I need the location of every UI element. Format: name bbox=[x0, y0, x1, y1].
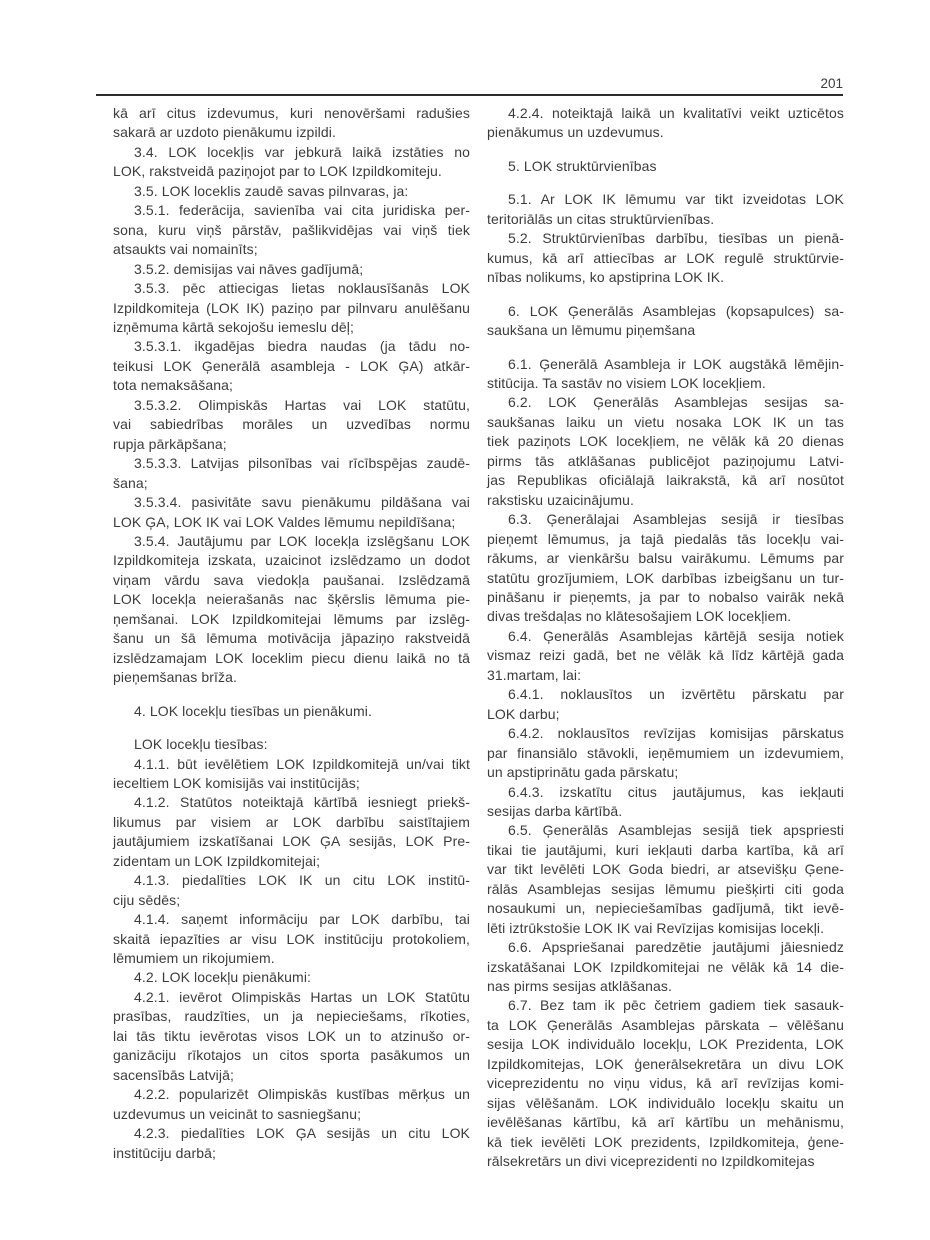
paragraph bbox=[487, 510, 844, 627]
text-line: 6.3. Ģenerālajai Asamblejas sesijā ir tiesības bbox=[508, 511, 844, 528]
text-line: 6.5. Ģenerālās Asamblejas sesijā tiek apspriesti bbox=[508, 822, 844, 839]
text-line: lai tās tiktu ievērotas visos LOK un to atzinušo or- bbox=[113, 1027, 470, 1044]
text-line: stitūcija. Ta sastāv no visiem LOK locekļiem. bbox=[487, 374, 766, 391]
text-line: sakarā ar uzdoto pienākumu izpildi. bbox=[113, 124, 336, 141]
text-line: rupja pārkāpšana; bbox=[113, 435, 227, 452]
text-line: ievēlēšanas kārtību, kā arī kārtību un mehānismu, bbox=[487, 1114, 844, 1131]
text-line: 4.2.1. ievērot Olimpiskās Hartas un LOK Statūtu bbox=[134, 988, 470, 1005]
paragraph bbox=[113, 493, 470, 532]
text-line: izskatāšanai LOK Izpildkomitejai ne vēlāk kā 14 die- bbox=[487, 958, 844, 975]
text-line: rālsekretārs un divi viceprezidenti no Izpildkomitejas bbox=[487, 1153, 815, 1170]
text-line: 3.5.2. demisijas vai nāves gadījumā; bbox=[134, 260, 364, 277]
text-line: sesija LOK individuālo locekļu, LOK Prezidenta, LOK bbox=[487, 1036, 844, 1053]
text-line: 3.4. LOK locekļis var jebkurā laikā izstāties no bbox=[134, 143, 470, 160]
text-line: rālās Asamblejas sesijas lēmumu piešķirti citi goda bbox=[487, 880, 844, 897]
text-line: izņēmuma kārtā sekojošu iemeslu dēļ; bbox=[113, 318, 354, 335]
text-line: jas Republikas oficiālajā laikrakstā, kā arī nosūtot bbox=[487, 472, 844, 489]
text-line: pienākumus un uzdevumus. bbox=[487, 124, 664, 141]
text-line: ņemšanai. LOK Izpildkomitejai lēmums par izslēg- bbox=[113, 610, 470, 627]
text-line: uzdevumus un veicināt to sasniegšanu; bbox=[113, 1105, 362, 1122]
text-line: 4.2.3. piedalīties LOK ĢA sesijās un citu LOK bbox=[134, 1125, 470, 1142]
header-rule bbox=[96, 94, 843, 96]
text-line: 4. LOK locekļu tiesības un pienākumi. bbox=[134, 702, 372, 719]
text-line: vai sabiedrības morāles un uzvedības normu bbox=[113, 416, 470, 433]
paragraph bbox=[113, 182, 470, 201]
text-line: jautājumiem izskatīšanai LOK ĢA sesijās, LOK Pre- bbox=[113, 833, 470, 850]
text-line: kā tiek ievēlēti LOK prezidents, Izpildkomiteja, ģene- bbox=[487, 1133, 844, 1150]
text-line: pināšanu ir pieņemts, ja par to nobalso vairāk nekā bbox=[487, 588, 844, 605]
text-line: nas pirms sesijas atklāšanas. bbox=[487, 978, 672, 995]
paragraph bbox=[487, 724, 844, 782]
paragraph bbox=[487, 685, 844, 724]
paragraph bbox=[113, 735, 470, 754]
text-line: 31.martam, lai: bbox=[487, 666, 582, 683]
section-heading bbox=[487, 157, 844, 176]
paragraph bbox=[113, 104, 470, 143]
text-line: institūciju darbā; bbox=[113, 1144, 216, 1161]
paragraph bbox=[113, 201, 470, 259]
paragraph bbox=[113, 260, 470, 279]
paragraph bbox=[113, 910, 470, 968]
text-line: viceprezidentu no viņu vidus, kā arī revīzijas komi- bbox=[487, 1075, 844, 1092]
text-line: 6.7. Bez tam ik pēc četriem gadiem tiek sasauk- bbox=[508, 997, 844, 1014]
text-line: 4.2.4. noteiktajā laikā un kvalitatīvi veikt uzticētos bbox=[508, 105, 844, 121]
paragraph bbox=[487, 190, 844, 229]
paragraph bbox=[113, 871, 470, 910]
text-line: tiek paziņots LOK locekļiem, ne vēlāk kā 20 dienas bbox=[487, 433, 844, 450]
text-line: sona, kuru viņš pārstāv, pašlikvidējas vai viņš tiek bbox=[113, 221, 470, 238]
text-line: statūtu grozījumiem, LOK darbības izbeigšanu un tur- bbox=[487, 569, 844, 586]
paragraph bbox=[487, 938, 844, 996]
text-line: divas trešdaļas no klātesošajiem LOK locekļiem. bbox=[487, 608, 792, 625]
text-line: var tikt levēlēti LOK Goda biedri, ar atsevišķu Ģene- bbox=[487, 861, 844, 878]
text-line: 4.1.3. piedalīties LOK IK un citu LOK institū- bbox=[134, 872, 470, 889]
text-line: 4.1.1. būt ievēlētiem LOK Izpildkomitejā un/vai tikt bbox=[134, 755, 470, 772]
text-line: lēmumiem un rikojumiem. bbox=[113, 950, 275, 967]
text-columns bbox=[113, 104, 844, 1172]
paragraph bbox=[487, 229, 844, 287]
text-line: ciju sēdēs; bbox=[113, 891, 181, 908]
paragraph bbox=[113, 793, 470, 871]
paragraph bbox=[113, 454, 470, 493]
text-line: ganizāciju rīkotajos un citos sporta pasākumos un bbox=[113, 1047, 470, 1064]
text-line: 6. LOK Ģenerālās Asamblejas (kopsapulces) sa- bbox=[508, 302, 844, 319]
text-line: kumus, kā arī attiecības ar LOK regulē struktūrvie- bbox=[487, 249, 844, 266]
text-line: 5.2. Struktūrvienības darbību, tiesības un pienā- bbox=[508, 230, 844, 247]
text-line: 3.5. LOK loceklis zaudē savas pilnvaras, ja: bbox=[134, 182, 409, 199]
text-line: teritoriālās un citas struktūrvienības. bbox=[487, 210, 715, 227]
text-line: prasības, raudzīties, un ja nepieciešams, rīkoties, bbox=[113, 1008, 470, 1025]
text-line: 6.4.3. izskatītu citus jautājumus, kas iekļauti bbox=[508, 783, 844, 800]
text-line: 3.5.4. Jautājumu par LOK locekļa izslēgšanu LOK bbox=[134, 532, 470, 549]
section-heading bbox=[487, 302, 844, 341]
text-line: Izpildkomitejas, LOK ģenerālsekretāra un divu LOK bbox=[487, 1055, 844, 1072]
text-line: izslēdzamajam LOK loceklim piecu dienu laikā no tā bbox=[113, 649, 470, 666]
paragraph bbox=[487, 355, 844, 394]
page-number: 201 bbox=[820, 76, 843, 91]
text-line: 3.5.3.4. pasivitāte savu pienākumu pildāšana vai bbox=[134, 494, 470, 511]
text-line: pieņemt lēmumus, ja tajā piedalās tās locekļu vai- bbox=[487, 530, 844, 547]
text-line: LOK locekļa neierašanās nac šķērslis lēmuma pie- bbox=[113, 591, 470, 608]
paragraph bbox=[113, 1085, 470, 1124]
paragraph bbox=[487, 104, 844, 143]
text-line: rakstisku uzaicinājumu. bbox=[487, 491, 635, 508]
paragraph bbox=[487, 821, 844, 938]
text-line: nības nolikums, ko apstiprina LOK IK. bbox=[487, 269, 725, 286]
paragraph bbox=[113, 143, 470, 182]
text-line: LOK ĢA, LOK IK vai LOK Valdes lēmumu nepildīšana; bbox=[113, 513, 456, 530]
text-line: LOK darbu; bbox=[487, 705, 560, 722]
text-line: 6.6. Apspriešanai paredzētie jautājumi jāiesniedz bbox=[508, 939, 844, 956]
text-line: sacensībās Latvijā; bbox=[113, 1066, 234, 1083]
text-line: 3.5.3.3. Latvijas pilsonības vai rīcībspējas zaudē- bbox=[134, 455, 470, 472]
paragraph bbox=[113, 988, 470, 1085]
text-line: viņam vārdu sava viedokļa paušanai. Izslēdzamā bbox=[113, 571, 470, 588]
text-line: vismaz reizi gadā, bet ne vēlāk kā līdz kārtējā gada bbox=[487, 647, 844, 664]
text-line: 3.5.3.2. Olimpiskās Hartas vai LOK statūtu, bbox=[134, 396, 470, 413]
text-line: saukšanas laiku un vietu nosaka LOK IK un tas bbox=[487, 413, 844, 430]
text-line: tikai tie jautājumi, kuri iekļauti darba kartība, kā arī bbox=[487, 841, 844, 858]
text-line: 5. LOK struktūrvienības bbox=[508, 157, 657, 174]
text-line: LOK locekļu tiesības: bbox=[134, 736, 268, 753]
text-line: sesijas darba kārtībā. bbox=[487, 802, 623, 819]
text-line: pirms tās atklāšanas publicējot paziņojumu Latvi- bbox=[487, 452, 844, 469]
text-line: teikusi LOK Ģenerālā asambleja - LOK ĢA) atkār- bbox=[113, 357, 470, 374]
text-line: LOK, rakstveidā paziņojot par to LOK Izpildkomiteju. bbox=[113, 163, 442, 180]
text-line: saukšana un lēmumu piņemšana bbox=[487, 322, 696, 339]
text-line: atsaukts vai nomainīts; bbox=[113, 241, 258, 258]
paragraph bbox=[487, 996, 844, 1171]
text-line: 6.4.2. noklausītos revīzijas komisijas pārskatus bbox=[508, 725, 844, 742]
text-line: 4.1.2. Statūtos noteiktajā kārtībā iesniegt priekš- bbox=[134, 794, 470, 811]
text-line: 4.2. LOK locekļu pienākumi: bbox=[134, 969, 312, 986]
text-line: zidentam un LOK Izpildkomitejai; bbox=[113, 852, 321, 869]
paragraph bbox=[113, 755, 470, 794]
text-line: 3.5.1. federācija, savienība vai cita juridiska per- bbox=[134, 202, 470, 219]
paragraph bbox=[113, 532, 470, 688]
paragraph bbox=[487, 627, 844, 685]
text-line: 5.1. Ar LOK IK lēmumu var tikt izveidotas LOK bbox=[508, 191, 844, 208]
paragraph bbox=[487, 783, 844, 822]
text-line: 6.4.1. noklausītos un izvērtētu pārskatu par bbox=[508, 686, 844, 703]
text-line: pieņemšanas brīža. bbox=[113, 669, 237, 686]
text-line: un apstiprinātu gada pārskatu; bbox=[487, 764, 679, 781]
text-line: Izpildkomiteja (LOK IK) paziņo par pilnvaru anulēšanu bbox=[113, 299, 470, 316]
paragraph bbox=[113, 279, 470, 337]
text-line: 6.2. LOK Ģenerālās Asamblejas sesijas sa- bbox=[508, 394, 844, 411]
section-heading bbox=[113, 702, 470, 721]
paragraph bbox=[113, 968, 470, 987]
text-line: tota nemaksāšana; bbox=[113, 377, 233, 394]
paragraph bbox=[487, 393, 844, 510]
paragraph bbox=[113, 337, 470, 395]
text-line: Izpildkomiteja izskata, uzaicinot izslēdzamo un dodot bbox=[113, 552, 470, 569]
text-line: par finansiālo stāvokli, ieņēmumiem un izdevumiem, bbox=[487, 744, 844, 761]
text-line: 6.4. Ģenerālās Asamblejas kārtējā sesija notiek bbox=[508, 627, 844, 644]
text-line: sijas vēlēšanām. LOK individuālo locekļu skaitu un bbox=[487, 1094, 844, 1111]
text-line: šanu un šā lēmuma motivācija jāpaziņo rakstveidā bbox=[113, 630, 470, 647]
left-column bbox=[113, 104, 470, 1172]
text-line: skaitā iepazīties ar visu LOK institūciju protokoliem, bbox=[113, 930, 470, 947]
text-line: kā arī citus izdevumus, kuri nenovēršami radušies bbox=[113, 105, 470, 121]
text-line: rākums, ar vienkāršu balsu vairākumu. Lēmums par bbox=[487, 550, 844, 567]
paragraph bbox=[113, 1124, 470, 1163]
right-column bbox=[487, 104, 844, 1172]
text-line: lēti iztrūkstošie LOK IK vai Revīzijas komisijas locekļi. bbox=[487, 919, 825, 936]
text-line: 3.5.3. pēc attiecigas lietas noklausīšanās LOK bbox=[134, 280, 470, 297]
text-line: ieceltiem LOK komisijās vai institūcijās; bbox=[113, 774, 360, 791]
paragraph bbox=[113, 396, 470, 454]
text-line: ta LOK Ģenerālās Asamblejas pārskata – vēlēšanu bbox=[487, 1016, 844, 1033]
text-line: 4.2.2. popularizēt Olimpiskās kustības mērķus un bbox=[134, 1086, 470, 1103]
text-line: likumus par visiem ar LOK darbību saistītajiem bbox=[113, 813, 470, 830]
text-line: nosaukumi un, nepieciešamības gadījumā, tikt ievē- bbox=[487, 900, 844, 917]
text-line: 6.1. Ģenerālā Asambleja ir LOK augstākā lēmējin- bbox=[508, 355, 844, 372]
text-line: šana; bbox=[113, 474, 148, 491]
text-line: 3.5.3.1. ikgadējas biedra naudas (ja tādu no- bbox=[134, 338, 470, 355]
text-line: 4.1.4. saņemt informāciju par LOK darbību, tai bbox=[134, 911, 470, 928]
